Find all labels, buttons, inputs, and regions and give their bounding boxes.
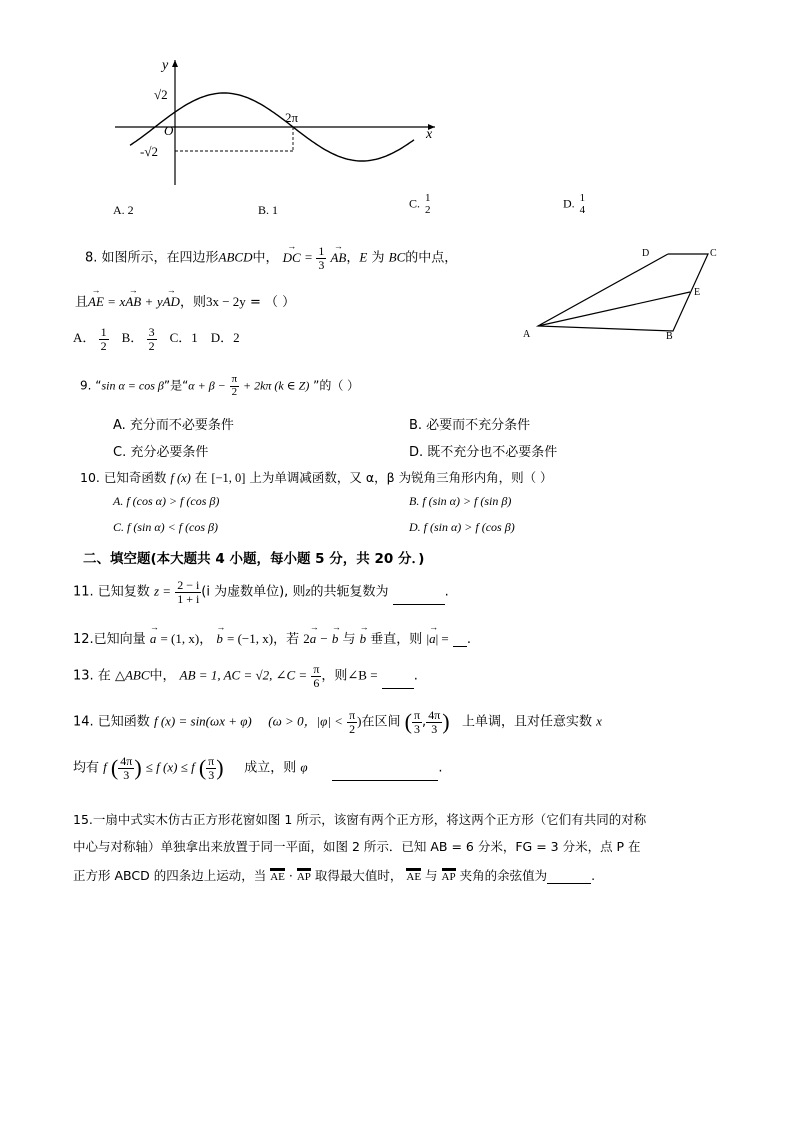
q12-vec-b3: → b	[360, 631, 367, 647]
q8-comma: ，	[346, 250, 360, 266]
q14-line2-mid: 成立，则	[244, 760, 297, 776]
q9-pi: π	[231, 373, 238, 385]
q14-ineq-den2: 3	[208, 767, 215, 782]
q11-suffix: 的共轭复数为	[310, 584, 389, 600]
q8-expr: 3x − 2y	[205, 294, 246, 309]
q7-d-num: 1	[579, 192, 586, 204]
q13-answer-blank[interactable]	[382, 688, 414, 689]
q7-c-num: 1	[425, 192, 431, 204]
q12-vec-a3: → a	[429, 631, 436, 647]
q7-option-a[interactable]: A. 2	[113, 203, 134, 217]
q12-mid: ，若	[273, 632, 300, 647]
section-2-title: 二、填空题(本大题共 4 小题，每小题 5 分，共 20 分．)	[83, 551, 425, 567]
q9-option-a[interactable]: A. 充分而不必要条件	[113, 418, 234, 433]
fig-label-c: C	[710, 248, 717, 259]
q8-x: x	[119, 294, 126, 309]
q14-line2: 均有 f ( $\frac{4\pi}{3}$ ) ≤ f (x) ≤ f ( $\frac{\pi}{3}$ ) 成立，则 φ .	[73, 754, 443, 782]
q14-pi: π	[349, 708, 356, 722]
q10-mid1: 在	[194, 470, 208, 485]
q8-vec-ad: → AD	[163, 294, 180, 310]
q13-prefix: 13. 在	[73, 668, 111, 684]
q9-option-d[interactable]: D. 既不充分也不必要条件	[409, 445, 558, 460]
q11-zz: z	[305, 583, 311, 599]
q14-f: f (x) = sin(ωx + φ)	[153, 713, 252, 729]
origin-label: O	[164, 123, 174, 138]
q15-answer-blank[interactable]	[547, 883, 591, 884]
fig-label-d: D	[642, 248, 650, 259]
q12-answer-blank[interactable]	[453, 646, 467, 647]
q14-ineq-den: 3	[123, 767, 130, 782]
q12-abs-open: |	[426, 631, 430, 646]
q9-two: 2	[231, 385, 238, 398]
fig-label-b: B	[666, 331, 673, 342]
q12-minus: −	[320, 631, 328, 646]
q8-opt-b-num: 3	[148, 325, 155, 339]
q12-vec-b: → b	[216, 631, 223, 647]
q7-c-label: C.	[409, 196, 421, 211]
q14-x: x	[596, 713, 602, 729]
q8-opt-d[interactable]: D．2	[210, 330, 240, 346]
q14-prefix: 14. 已知函数	[73, 714, 150, 730]
q8-e: E	[359, 249, 368, 265]
q8-ze: ，则	[179, 295, 206, 310]
q7-option-c[interactable]	[409, 193, 433, 216]
q13-pi: π	[313, 662, 320, 676]
q8-midpoint: 的中点，	[405, 250, 458, 266]
q11-z: z =	[153, 583, 172, 599]
q14-mid: 在区间	[361, 714, 401, 730]
q8-frac-num: 1	[318, 244, 325, 258]
q14-ineq-f: f	[103, 759, 107, 775]
q14-cond-end: )	[357, 713, 362, 729]
q14-ineq-mid: ≤ f (x) ≤ f	[145, 759, 195, 775]
q12-b-def: = (−1, x)	[227, 631, 274, 646]
q13-stem: 13. 在 △ABC中， AB = 1, AC = √2, ∠C = $\frac{\pi}{6}$ ，则∠B = .	[73, 662, 418, 690]
q10-interval: [−1, 0]	[211, 471, 246, 485]
q14-cond: (ω > 0，|φ| <	[268, 713, 343, 729]
q8-opt-a[interactable]: A．	[73, 330, 96, 346]
q9-cond2a: α + β −	[188, 378, 226, 393]
q12-prefix: 12.已知向量	[73, 632, 146, 647]
q12-a-def: = (1, x)	[160, 631, 200, 646]
q14-phi: φ	[300, 759, 308, 775]
q14-int-b-den: 3	[431, 721, 438, 736]
q8-mid: 中，	[252, 250, 279, 266]
q10-option-b[interactable]: B. f (sin α) > f (sin β)	[409, 494, 512, 508]
q8-frac-den: 3	[318, 257, 325, 272]
fig-label-a: A	[523, 329, 531, 340]
q12-yu: 与	[342, 632, 356, 647]
q15-with: 与	[425, 868, 438, 883]
q12-stem: 12.已知向量 → a = (1, x)， → b = (−1, x)，若 2→ a − → b 与 → b 垂直，则 |→ a| = .	[73, 628, 471, 647]
q8-line1	[85, 245, 457, 271]
q13-six: 6	[313, 675, 320, 690]
q13-tri: △ABC	[114, 667, 150, 683]
q13-cond: AB = 1, AC = √2, ∠C =	[179, 667, 308, 683]
sqrt2-label: √2	[154, 87, 168, 102]
q15-line3-a: 正方形 ABCD 的四条边上运动，当	[73, 868, 267, 883]
q12-vec-a2: → a	[310, 631, 317, 647]
q9-cond1: sin α = cos β	[101, 378, 164, 393]
q15-vec-ap: AP	[297, 868, 311, 883]
quadrilateral-outline	[538, 254, 708, 331]
q8-paren: = （ ）	[249, 295, 296, 310]
q14-int-a-num: π	[413, 708, 421, 722]
q8-y: y	[156, 294, 163, 309]
q8-plus: +	[145, 294, 153, 309]
q8-prefix: 8. 如图所示，在四边形	[85, 250, 219, 266]
q10-mid2: 上为单调减函数，又 α，β 为锐角三角形内角，则（ ）	[249, 470, 553, 485]
q7-d-den: 4	[579, 203, 586, 216]
q13-end: ，则∠B =	[321, 667, 378, 683]
q10-option-c[interactable]: C. f (sin α) < f (cos β)	[113, 520, 219, 534]
q7-option-b[interactable]: B. 1	[258, 203, 279, 217]
q8-abcd: ABCD	[218, 249, 253, 265]
q8-options	[73, 326, 240, 352]
fig-label-e: E	[694, 287, 701, 298]
q9-mid: ”是“	[163, 378, 189, 393]
q9-option-b[interactable]: B. 必要而不充分条件	[409, 418, 531, 433]
q8-bc: BC	[388, 249, 406, 265]
q8-opt-a-num: 1	[100, 325, 107, 339]
y-label: y	[162, 58, 169, 73]
q10-option-a[interactable]: A. f (cos α) > f (cos β)	[113, 494, 220, 508]
q11-answer-blank[interactable]	[393, 604, 445, 605]
q14-ineq-num2: π	[208, 754, 215, 768]
q14-int-a-den: 3	[414, 721, 421, 736]
q8-eq2: =	[108, 294, 116, 309]
q15-line3-b: 取得最大值时，	[314, 868, 403, 883]
q8-opt-b[interactable]: B．	[121, 330, 144, 346]
q9-stem	[80, 374, 359, 398]
y-axis-arrow	[172, 60, 178, 67]
q8-opt-b-den: 2	[148, 338, 155, 353]
q15-vec-ap2: AP	[442, 868, 456, 883]
q11-stem: 11. 已知复数 z = $\frac{2 - i}{1 + i}$ (i 为虚数单位), 则z的共轭复数为 .	[73, 578, 449, 606]
q9-prefix: 9. “	[80, 378, 102, 393]
two-pi-label: 2π	[285, 110, 299, 125]
q7-option-d[interactable]	[563, 193, 587, 216]
q7-c-den: 2	[425, 203, 431, 216]
sine-graph	[110, 55, 440, 190]
q15-line3-c: 夹角的余弦值为	[459, 868, 548, 883]
q11-mid: (i 为虚数单位), 则	[201, 584, 306, 600]
q8-eq: =	[304, 249, 313, 265]
q11-num: 2 − i	[177, 578, 200, 592]
q13-mid: 中，	[149, 668, 176, 684]
q8-wei: 为	[371, 250, 385, 266]
q15-line2: 中心与对称轴）单独拿出来放置于同一平面，如图 2 所示．已知 AB = 6 分米，FG = 3 分米，点 P 在	[73, 839, 641, 854]
q14-mid2: 上单调，且对任意实数	[461, 714, 592, 730]
q14-ineq-num: 4π	[120, 754, 133, 768]
q9-option-c[interactable]: C. 充分必要条件	[113, 445, 209, 460]
q12-two: 2	[303, 631, 310, 646]
q15-vec-ae2: AE	[406, 868, 421, 883]
neg-sqrt2-label: -√2	[140, 144, 158, 159]
q8-line2	[75, 291, 295, 310]
q12-vec-b2: → b	[332, 631, 339, 647]
q14-answer-blank[interactable]	[332, 780, 438, 781]
q10-prefix: 10. 已知奇函数	[80, 470, 167, 485]
q14-line1: 14. 已知函数 f (x) = sin(ωx + φ) (ω > 0，|φ| < $\frac{\pi}{2}$ )在区间 ( $\frac{\pi}{3}$ , $\frac{4\pi}{3}$ ) 上单调，且对任意实数 x	[73, 708, 602, 736]
q15-vec-ae: AE	[270, 868, 285, 883]
q8-vec-dc: → DC	[283, 250, 301, 266]
q8-vec-ab2: → AB	[125, 294, 141, 310]
q9-cond2b: + 2kπ (k ∈ Z)	[243, 378, 310, 393]
q12-abs-close: | =	[435, 631, 449, 646]
quadrilateral-figure	[518, 243, 730, 343]
q8-vec-ab: → AB	[330, 250, 346, 266]
q8-vec-ae: → AE	[88, 294, 104, 310]
q8-opt-c[interactable]: C．1	[169, 330, 198, 346]
q10-fx: f (x)	[170, 471, 191, 485]
x-label: x	[426, 127, 433, 142]
q15-dot: ·	[288, 868, 293, 883]
q9-suffix: ”的（ ）	[313, 378, 360, 393]
q8-qie: 且	[75, 295, 89, 310]
q8-opt-a-den: 2	[100, 338, 107, 353]
q14-line2-prefix: 均有	[73, 760, 100, 776]
q15-line1: 15.一扇中式实木仿古正方形花窗如图 1 所示，该窗有两个正方形，将这两个正方形（它们有共同的对称	[73, 812, 647, 827]
q12-perp: 垂直，则	[370, 632, 423, 647]
q11-den: 1 + i	[177, 591, 200, 606]
q7-d-label: D.	[563, 196, 575, 211]
q14-int-b-num: 4π	[428, 708, 441, 722]
q15-line3: 正方形 ABCD 的四条边上运动，当 AE · AP 取得最大值时， AE 与 AP 夹角的余弦值为 .	[73, 868, 596, 883]
q14-two: 2	[349, 721, 356, 736]
q11-prefix: 11. 已知复数	[73, 584, 150, 600]
q10-stem	[80, 468, 553, 486]
q12-vec-a: → a	[150, 631, 157, 647]
q10-option-d[interactable]: D. f (sin α) > f (cos β)	[409, 520, 515, 534]
segment-ae	[538, 292, 690, 326]
